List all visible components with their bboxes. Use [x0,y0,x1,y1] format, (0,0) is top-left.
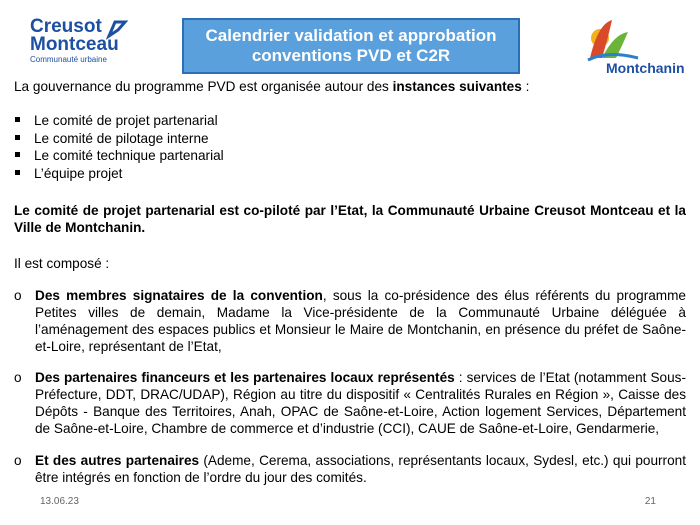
list-item [14,165,224,183]
item-text: : services de l’Etat (notamment Sous-Préfecture, DDT, DRAC/UDAP), Région au titre du dispositif « Centralités Rurales en Région », Caisse des Dépôts - Banque des Territoires, Anah, OPAC de Saône-et-Loire, Action logement Services, Département de Saône-et-Loire, Chambre de commerce et d’industrie (CCI), CAUE de Saône-et-Loire, Gendarmerie, [35,370,686,436]
square-bullet-icon [15,170,20,175]
item-bold: Des partenaires financeurs et les partenaires locaux représentés [35,370,455,385]
logo-left-line3: Communauté urbaine [30,55,107,64]
instances-list [14,112,224,182]
intro-text: La gouvernance du programme PVD est organisée autour des [14,79,393,94]
square-bullet-icon [15,152,20,157]
title-line-2: conventions PVD et C2R [251,46,451,65]
composition-intro: Il est composé : [14,256,110,271]
circle-bullet-icon: o [14,370,22,385]
list-item [14,130,224,148]
copilot-paragraph: Le comité de projet partenarial est co-piloté par l’Etat, la Communauté Urbaine Creusot Montceau et la Ville de Montchanin. [14,203,686,235]
montchanin-emblem-icon [568,14,678,64]
square-bullet-icon [15,117,20,122]
title-line-1: Calendrier validation et approbation [205,26,497,45]
square-bullet-icon [15,135,20,140]
circle-bullet-icon: o [14,288,22,303]
item-text: (Ademe, Cerema, associations, représentants locaux, Sydesl, etc.) qui pourront être intégrés en fonction de l’ordre du jour des comités. [35,453,686,485]
logo-swoosh-icon [106,18,128,40]
intro-paragraph [14,78,529,95]
footer-date: 13.06.23 [40,496,79,507]
logo-left-line1: Creusot [30,16,102,37]
logo-left-line2: Montceau [30,34,119,55]
intro-bold: instances suivantes [392,79,522,94]
intro-end: : [521,79,530,94]
list-item [14,112,224,130]
member-item [14,287,686,355]
montchanin-logo [568,14,685,80]
list-item-text: Le comité de pilotage interne [34,130,209,146]
list-item-text: Le comité technique partenarial [34,148,224,163]
slide-title [182,18,520,74]
item-bold: Et des autres partenaires [35,453,200,468]
list-item-text: L’équipe projet [34,165,123,181]
item-text: , sous la co-présidence des élus référents du programme Petites villes de demain, Madame la Vice-présidente de la Communauté Urbaine déléguée à l’aménagement des espaces publics et Monsieur le Maire de Montchanin, en présence du préfet de Saône-et-Loire, représentant de l’Etat, [35,288,686,354]
list-item [14,147,224,165]
item-bold: Des membres signataires de la convention [35,288,323,303]
logo-right-text: Montchanin [606,60,685,76]
page-number: 21 [644,496,656,507]
member-item [14,452,686,486]
circle-bullet-icon: o [14,453,22,468]
creusot-montceau-logo [30,18,140,74]
member-item [14,369,686,437]
list-item-text: Le comité de projet partenarial [34,113,218,128]
